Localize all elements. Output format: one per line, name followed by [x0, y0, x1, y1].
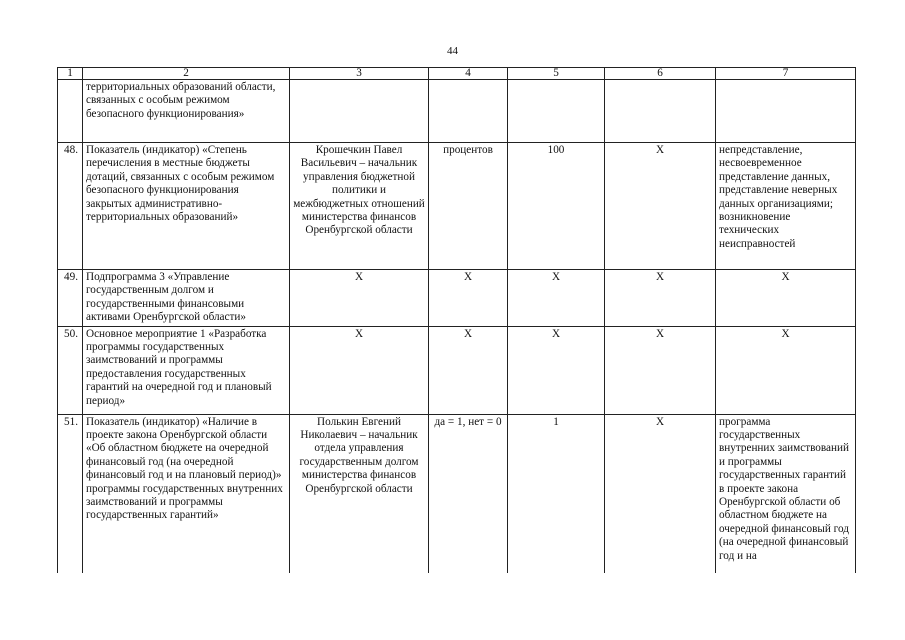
indicator-name: Подпрограмма 3 «Управление государственным долгом и государственными финансовыми активами Оренбургской области» — [83, 270, 290, 327]
responsible-person: Крошечкин Павел Васильевич – начальник управления бюджетной политики и межбюджетных отношений министерства финансов Оренбургской области — [290, 143, 429, 270]
unit-of-measure: X — [429, 326, 508, 414]
unit-of-measure: да = 1, нет = 0 — [429, 414, 508, 573]
indicator-name: Показатель (индикатор) «Степень перечисления в местные бюджеты дотаций, связанных с особым режимом безопасного функционирования закрытых административно-территориальных образований» — [83, 143, 290, 270]
row-number — [58, 80, 83, 143]
table-row — [58, 80, 856, 143]
column-7-value — [716, 80, 856, 143]
column-7-value: X — [716, 270, 856, 327]
unit-of-measure: процентов — [429, 143, 508, 270]
column-7-value: программа государственных внутренних заимствований и программы государственных гарантий в проекте закона Оренбургской области об областном бюджете на очередной финансовый год (на очередной финансовый год и на — [716, 414, 856, 573]
indicator-name: Показатель (индикатор) «Наличие в проекте закона Оренбургской области «Об областном бюджете на очередной финансовый год (на очередной финансовый год и на плановый период)» программы государственных внутренних заимствований и программы государственных гарантий» — [83, 414, 290, 573]
header-col-7: 7 — [716, 68, 856, 80]
row-number: 51. — [58, 414, 83, 573]
table-header-row — [58, 68, 856, 80]
page-number: 44 — [447, 45, 458, 57]
column-6-value: X — [605, 143, 716, 270]
header-col-5: 5 — [508, 68, 605, 80]
header-col-1: 1 — [58, 68, 83, 80]
table-row — [58, 414, 856, 573]
indicator-value: X — [508, 326, 605, 414]
row-number: 48. — [58, 143, 83, 270]
column-6-value — [605, 80, 716, 143]
document-table — [57, 67, 856, 573]
row-number: 50. — [58, 326, 83, 414]
table-row — [58, 270, 856, 327]
header-col-6: 6 — [605, 68, 716, 80]
responsible-person: Полькин Евгений Николаевич – начальник отдела управления государственным долгом министерства финансов Оренбургской области — [290, 414, 429, 573]
table-row — [58, 326, 856, 414]
indicator-name: территориальных образований области, связанных с особым режимом безопасного функционирования» — [83, 80, 290, 143]
indicator-value — [508, 80, 605, 143]
unit-of-measure — [429, 80, 508, 143]
column-7-value: непредставление, несвоевременное представление данных, представление неверных данных организациями; возникновение технических неисправностей — [716, 143, 856, 270]
column-7-value: X — [716, 326, 856, 414]
column-6-value: X — [605, 414, 716, 573]
header-col-3: 3 — [290, 68, 429, 80]
document-table-container — [57, 67, 856, 573]
header-col-4: 4 — [429, 68, 508, 80]
column-6-value: X — [605, 270, 716, 327]
header-col-2: 2 — [83, 68, 290, 80]
table-row — [58, 143, 856, 270]
responsible-person: X — [290, 270, 429, 327]
responsible-person — [290, 80, 429, 143]
indicator-value: X — [508, 270, 605, 327]
indicator-value: 1 — [508, 414, 605, 573]
indicator-name: Основное мероприятие 1 «Разработка программы государственных заимствований и программы предоставления государственных гарантий на очередной год и плановый период» — [83, 326, 290, 414]
indicator-value: 100 — [508, 143, 605, 270]
row-number: 49. — [58, 270, 83, 327]
responsible-person: X — [290, 326, 429, 414]
unit-of-measure: X — [429, 270, 508, 327]
column-6-value: X — [605, 326, 716, 414]
